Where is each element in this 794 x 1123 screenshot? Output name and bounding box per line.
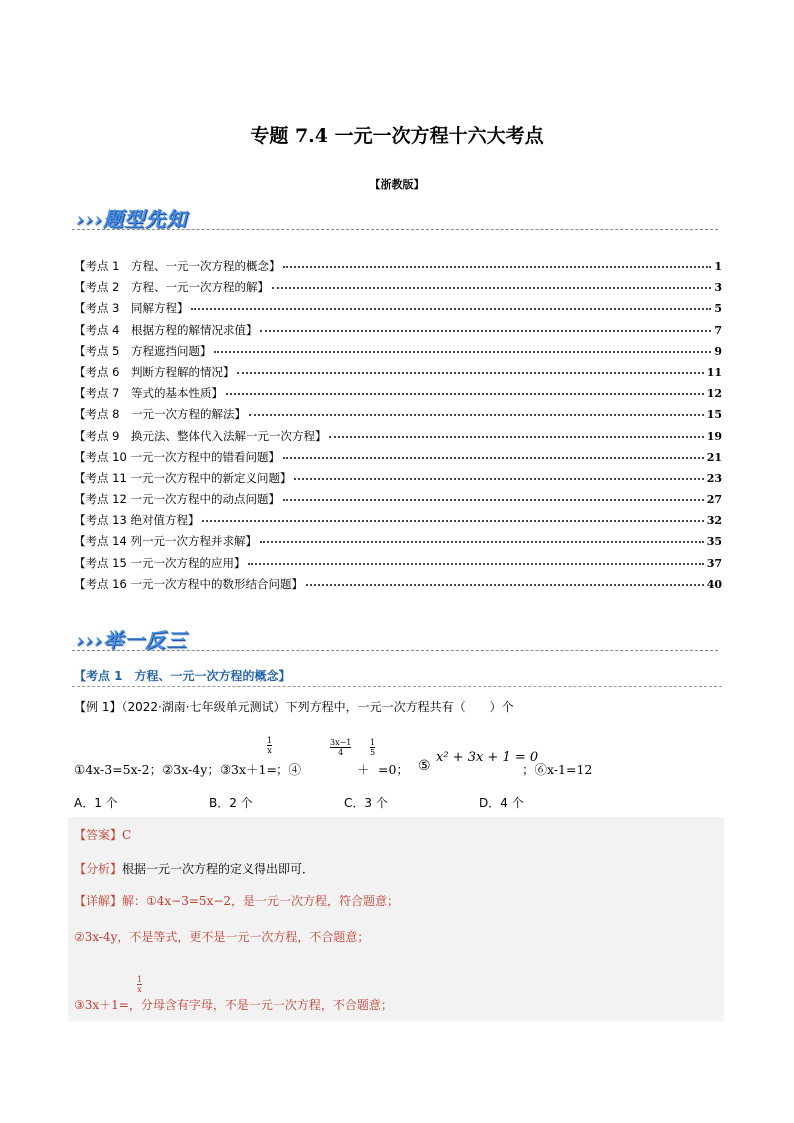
analysis-tag: 【分析】 xyxy=(74,862,123,876)
fraction-3x-1-over-4 xyxy=(330,738,351,757)
toc-entry-page: 23 xyxy=(706,471,722,485)
toc-entry[interactable] xyxy=(74,555,722,576)
detail-line-3 xyxy=(74,996,393,1013)
detail-tag: 【详解】 xyxy=(74,894,123,908)
toc-leader-dots xyxy=(226,387,704,395)
toc-entry-page: 37 xyxy=(706,556,722,570)
equation-part-3: ＋ xyxy=(357,762,370,777)
banner-toc: ›››题型先知 xyxy=(76,207,187,231)
toc-entry[interactable] xyxy=(74,364,722,385)
answer-value: C xyxy=(122,828,132,842)
toc-entry-page: 21 xyxy=(706,450,722,464)
toc-entry-page: 11 xyxy=(706,365,722,379)
toc-entry[interactable] xyxy=(74,512,722,533)
toc-leader-dots xyxy=(294,472,703,480)
equation-part-4: =0； xyxy=(378,762,409,777)
toc-leader-dots xyxy=(237,366,703,374)
detail-fraction-1-over-x xyxy=(137,975,142,994)
toc-entry-page: 35 xyxy=(706,535,722,549)
fraction-numerator: 1 xyxy=(267,736,273,745)
toc-entry-page: 12 xyxy=(706,387,722,401)
fraction-1-over-x xyxy=(267,736,272,755)
toc-entry[interactable] xyxy=(74,470,722,491)
toc-entry-label: 【考点 6 判断方程解的情况】 xyxy=(74,364,235,379)
toc-leader-dots xyxy=(272,281,711,289)
option-a: A．1 个 xyxy=(74,796,118,810)
toc-entry[interactable] xyxy=(74,258,722,279)
toc-leader-dots xyxy=(260,324,711,332)
toc-leader-dots xyxy=(191,302,711,310)
toc-entry-label: 【考点 2 方程、一元一次方程的解】 xyxy=(74,280,269,295)
toc-entry-label: 【考点 10 一元一次方程中的错看问题】 xyxy=(74,449,280,464)
toc-entry-label: 【考点 15 一元一次方程的应用】 xyxy=(74,555,246,570)
fraction-numerator: 3x−1 xyxy=(330,738,352,747)
toc-leader-dots xyxy=(249,408,704,416)
toc-entry-label: 【考点 5 方程遮挡问题】 xyxy=(74,343,212,358)
toc-entry[interactable] xyxy=(74,406,722,427)
toc-entry-page: 27 xyxy=(706,493,722,507)
answer-line xyxy=(74,826,131,843)
fraction-denominator: 4 xyxy=(330,747,351,757)
fraction-numerator: 1 xyxy=(370,738,376,747)
toc-entry-page: 32 xyxy=(706,514,722,528)
toc-entry-label: 【考点 8 一元一次方程的解法】 xyxy=(74,407,246,422)
toc-entry-label: 【考点 16 一元一次方程中的数形结合问题】 xyxy=(74,576,303,591)
banner-examples: ›››举一反三 xyxy=(76,628,187,652)
option-b: B．2 个 xyxy=(209,796,253,810)
document-title: 专题 7.4 一元一次方程十六大考点 xyxy=(250,125,544,147)
toc-entry-label: 【考点 14 列一元一次方程并求解】 xyxy=(74,534,257,549)
fraction-denominator: x xyxy=(267,746,272,755)
detail-text-2: ，不是等式，更不是一元一次方程，不合题意； xyxy=(117,930,370,944)
toc-entry-page: 3 xyxy=(714,281,722,295)
toc-leader-dots xyxy=(283,451,704,459)
detail-line-2 xyxy=(74,928,369,945)
detail-formula-2: ②3x-4y xyxy=(74,930,118,944)
section-rule xyxy=(72,686,722,687)
toc-entry-page: 15 xyxy=(706,408,722,422)
toc-leader-dots xyxy=(248,557,703,565)
detail-line-1 xyxy=(74,892,399,909)
toc-entry-page: 1 xyxy=(714,260,722,273)
toc-entry-page: 5 xyxy=(714,302,722,316)
toc-entry-label: 【考点 4 根据方程的解情况求值】 xyxy=(74,322,258,337)
toc-leader-dots xyxy=(202,514,703,522)
toc-entry-page: 40 xyxy=(706,577,722,591)
answer-tag: 【答案】 xyxy=(74,828,123,842)
toc-entry-label: 【考点 13 绝对值方程】 xyxy=(74,513,200,528)
fraction-denominator: 5 xyxy=(370,748,376,757)
solution-box xyxy=(68,817,724,1021)
banner-rule-toc xyxy=(72,229,718,230)
toc-entry-label: 【考点 3 同解方程】 xyxy=(74,301,189,316)
option-d: D．4 个 xyxy=(479,796,524,810)
toc-entry[interactable] xyxy=(74,385,722,406)
toc-entry-page: 9 xyxy=(714,344,722,358)
toc-leader-dots xyxy=(260,535,704,543)
toc-leader-dots xyxy=(306,578,704,586)
toc-entry-label: 【考点 9 换元法、整体代入法解一元一次方程】 xyxy=(74,428,327,443)
analysis-text: 根据一元一次方程的定义得出即可． xyxy=(122,862,315,876)
toc-entry[interactable] xyxy=(74,576,722,597)
equation-part-7: ；⑥x-1=12 xyxy=(522,762,593,777)
edition-label: 【浙教版】 xyxy=(369,178,425,191)
fraction-1-over-5 xyxy=(370,738,375,757)
detail-text: 解：① xyxy=(122,894,157,908)
analysis-line xyxy=(74,860,314,877)
toc-entry[interactable] xyxy=(74,322,722,343)
toc-leader-dots xyxy=(329,430,703,438)
detail-text-1b: ，是一元一次方程，符合题意； xyxy=(231,894,400,908)
equation-part-2: ；④ xyxy=(276,762,302,777)
toc-entry[interactable] xyxy=(74,491,722,512)
toc-entry-page: 19 xyxy=(706,429,722,443)
example-question: 【例 1】（2022·湖南·七年级单元测试）下列方程中，一元一次方程共有（ ）个 xyxy=(74,700,514,714)
fraction-denominator: x xyxy=(137,985,142,994)
equation-part-5: ⑤ xyxy=(418,758,431,774)
banner-rule-examples xyxy=(72,650,718,651)
section-heading: 【考点 1 方程、一元一次方程的概念】 xyxy=(74,669,291,683)
toc-entry-label: 【考点 12 一元一次方程中的动点问题】 xyxy=(74,492,280,507)
equation-part-6: x² + 3x + 1 = 0 xyxy=(436,750,539,765)
toc-entry[interactable] xyxy=(74,343,722,364)
toc-entry[interactable] xyxy=(74,279,722,300)
option-c: C．3 个 xyxy=(344,796,388,810)
toc-entry[interactable] xyxy=(74,300,722,321)
equation-part-1: ①4x-3=5x-2；②3x-4y；③3x＋1= xyxy=(74,762,277,777)
toc-entry-label: 【考点 7 等式的基本性质】 xyxy=(74,386,223,401)
toc-leader-dots xyxy=(283,260,711,268)
toc-entry[interactable] xyxy=(74,449,722,470)
answer-options xyxy=(74,794,614,811)
fraction-numerator: 1 xyxy=(137,975,143,984)
toc-entry[interactable] xyxy=(74,533,722,554)
detail-formula-1: 4x−3=5x−2 xyxy=(156,894,232,908)
toc-leader-dots xyxy=(283,493,704,501)
table-of-contents xyxy=(74,258,722,597)
toc-entry-label: 【考点 1 方程、一元一次方程的概念】 xyxy=(74,259,281,273)
toc-leader-dots xyxy=(214,345,711,353)
toc-entry-page: 7 xyxy=(714,323,722,337)
toc-entry-label: 【考点 11 一元一次方程中的新定义问题】 xyxy=(74,470,292,485)
toc-entry[interactable] xyxy=(74,428,722,449)
detail-text-3: ，分母含有字母，不是一元一次方程，不合题意； xyxy=(128,998,393,1012)
detail-formula-3: ③3x＋1= xyxy=(74,998,129,1012)
